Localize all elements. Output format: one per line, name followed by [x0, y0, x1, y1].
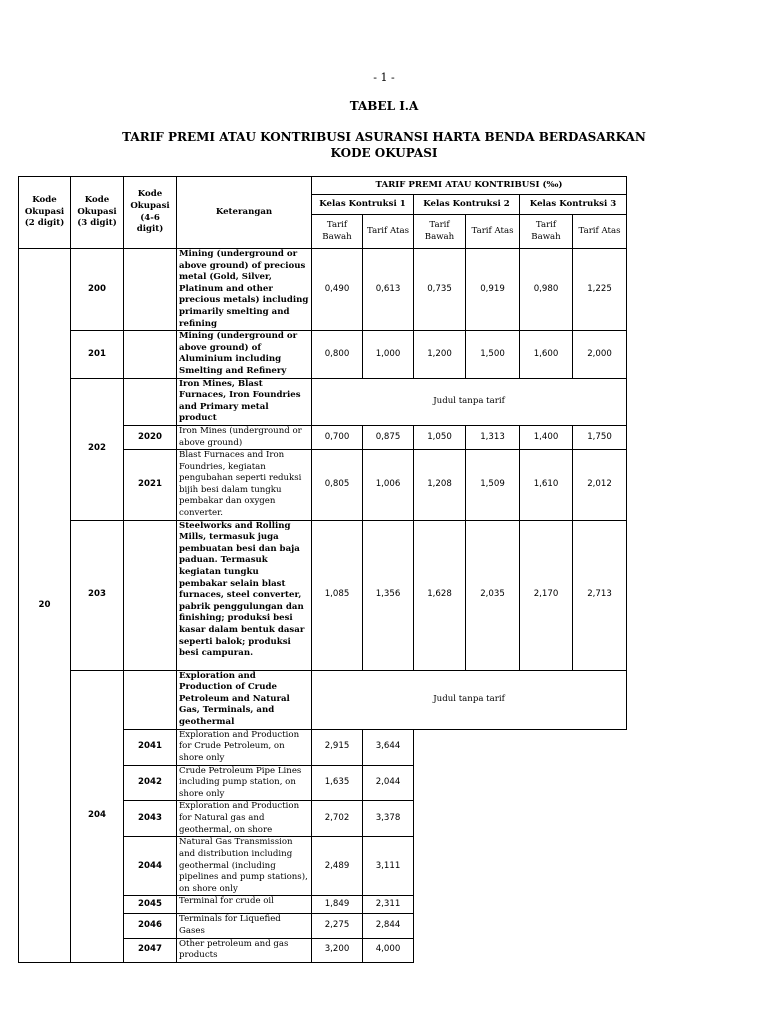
header-keterangan: Keterangan	[177, 177, 312, 249]
tarif-value: 3,378	[363, 801, 414, 837]
code-3digit: 200	[71, 249, 124, 331]
header-tarif-atas: Tarif Atas	[363, 215, 414, 249]
description: Iron Mines (underground or above ground)	[177, 425, 312, 449]
header-tarif-atas: Tarif Atas	[466, 215, 520, 249]
description: Mining (underground or above ground) of precious metal (Gold, Silver, Platinum and other precious metals) including primarily smelting and refining	[177, 249, 312, 331]
tarif-value: 1,050	[414, 425, 466, 449]
tarif-value: 3,200	[312, 938, 363, 962]
tarif-value: 2,044	[363, 765, 414, 801]
tarif-value: 1,500	[466, 331, 520, 378]
code-4digit: 2042	[124, 765, 177, 801]
tarif-value: 1,006	[363, 450, 414, 521]
document-title	[80, 129, 688, 161]
title-line-2: KODE OKUPASI	[330, 146, 438, 160]
tarif-value: 1,400	[520, 425, 573, 449]
code-4digit: 2045	[124, 896, 177, 914]
header-kelas-3: Kelas Kontruksi 3	[520, 195, 627, 215]
tarif-value: 2,035	[466, 520, 520, 670]
code-3digit: 201	[71, 331, 124, 378]
tarif-value: 0,490	[312, 249, 363, 331]
code-4digit: 2043	[124, 801, 177, 837]
tarif-value: 0,800	[312, 331, 363, 378]
header-tarif-bawah: Tarif Bawah	[312, 215, 363, 249]
header-tarif-bawah: Tarif Bawah	[520, 215, 573, 249]
code-2digit: 20	[19, 249, 71, 963]
code-4digit-empty	[124, 670, 177, 729]
tarif-value: 2,713	[573, 520, 627, 670]
tarif-value: 2,844	[363, 914, 414, 938]
description: Steelworks and Rolling Mills, termasuk juga pembuatan besi dan baja paduan. Termasuk kegiatan tungku pembakar selain blast furnaces, steel converter, pabrik penggulungan dan finishing; produksi besi kasar dalam bentuk dasar seperti balok; produksi besi campuran.	[177, 520, 312, 670]
tarif-value: 2,012	[573, 450, 627, 521]
code-4digit-empty	[124, 520, 177, 670]
header-tarif-group: TARIF PREMI ATAU KONTRIBUSI (‰)	[312, 177, 627, 195]
page-number: - 1 -	[373, 71, 395, 84]
description: Terminals for Liquefied Gases	[177, 914, 312, 938]
tarif-value: 1,000	[363, 331, 414, 378]
header-kode-3digit: Kode Okupasi (3 digit)	[71, 177, 124, 249]
description: Terminal for crude oil	[177, 896, 312, 914]
code-3digit: 203	[71, 520, 124, 670]
tarif-value: 1,200	[414, 331, 466, 378]
header-kelas-2: Kelas Kontruksi 2	[414, 195, 520, 215]
description: Crude Petroleum Pipe Lines including pump station, on shore only	[177, 765, 312, 801]
table-row	[19, 670, 627, 729]
description: Exploration and Production of Crude Petroleum and Natural Gas, Terminals, and geothermal	[177, 670, 312, 729]
code-4digit: 2047	[124, 938, 177, 962]
code-4digit: 2021	[124, 450, 177, 521]
description: Natural Gas Transmission and distribution including geothermal (including pipelines and pump stations), on shore only	[177, 837, 312, 896]
code-4digit-empty	[124, 331, 177, 378]
table-label: TABEL I.A	[349, 99, 419, 113]
tarif-value: 2,489	[312, 837, 363, 896]
code-4digit-empty	[124, 378, 177, 425]
tarif-value: 1,509	[466, 450, 520, 521]
header-kode-2digit: Kode Okupasi (2 digit)	[19, 177, 71, 249]
tarif-value: 0,700	[312, 425, 363, 449]
tarif-value: 1,628	[414, 520, 466, 670]
tarif-value: 3,111	[363, 837, 414, 896]
title-line-1: TARIF PREMI ATAU KONTRIBUSI ASURANSI HARTA BENDA BERDASARKAN	[122, 130, 646, 144]
table-row	[19, 331, 627, 378]
tarif-value: 1,600	[520, 331, 573, 378]
tarif-value: 0,919	[466, 249, 520, 331]
tarif-value: 3,644	[363, 729, 414, 765]
table-row	[19, 520, 627, 670]
code-4digit: 2041	[124, 729, 177, 765]
tarif-value: 0,613	[363, 249, 414, 331]
tarif-value: 0,805	[312, 450, 363, 521]
tarif-value: 2,311	[363, 896, 414, 914]
description: Exploration and Production for Natural gas and geothermal, on shore	[177, 801, 312, 837]
tarif-value: 1,085	[312, 520, 363, 670]
tarif-value: 2,702	[312, 801, 363, 837]
tarif-value: 2,275	[312, 914, 363, 938]
table-row	[19, 378, 627, 425]
tarif-value: 2,915	[312, 729, 363, 765]
tarif-value: 4,000	[363, 938, 414, 962]
tarif-value: 1,750	[573, 425, 627, 449]
header-tarif-atas: Tarif Atas	[573, 215, 627, 249]
tarif-value: 1,225	[573, 249, 627, 331]
description: Iron Mines, Blast Furnaces, Iron Foundries and Primary metal product	[177, 378, 312, 425]
code-3digit: 202	[71, 378, 124, 520]
description: Blast Furnaces and Iron Foundries, kegiatan pengubahan seperti reduksi bijih besi dalam tungku pembakar dan oxygen converter.	[177, 450, 312, 521]
tarif-value: 0,735	[414, 249, 466, 331]
no-tariff-note: Judul tanpa tarif	[312, 670, 627, 729]
table-row	[19, 249, 627, 331]
tarif-value: 0,875	[363, 425, 414, 449]
tarif-value: 1,635	[312, 765, 363, 801]
tarif-value: 0,980	[520, 249, 573, 331]
description: Mining (underground or above ground) of Aluminium including Smelting and Refinery	[177, 331, 312, 378]
tariff-table	[18, 176, 627, 963]
tarif-value: 2,000	[573, 331, 627, 378]
tarif-value: 1,356	[363, 520, 414, 670]
header-kelas-1: Kelas Kontruksi 1	[312, 195, 414, 215]
tarif-value: 1,610	[520, 450, 573, 521]
header-tarif-bawah: Tarif Bawah	[414, 215, 466, 249]
description: Exploration and Production for Crude Petroleum, on shore only	[177, 729, 312, 765]
empty-area	[414, 729, 627, 962]
header-kode-4-6digit: Kode Okupasi (4-6 digit)	[124, 177, 177, 249]
tarif-value: 1,849	[312, 896, 363, 914]
code-4digit: 2044	[124, 837, 177, 896]
no-tariff-note: Judul tanpa tarif	[312, 378, 627, 425]
code-3digit: 204	[71, 670, 124, 962]
description: Other petroleum and gas products	[177, 938, 312, 962]
tarif-value: 2,170	[520, 520, 573, 670]
code-4digit-empty	[124, 249, 177, 331]
tarif-value: 1,313	[466, 425, 520, 449]
tarif-value: 1,208	[414, 450, 466, 521]
code-4digit: 2046	[124, 914, 177, 938]
code-4digit: 2020	[124, 425, 177, 449]
